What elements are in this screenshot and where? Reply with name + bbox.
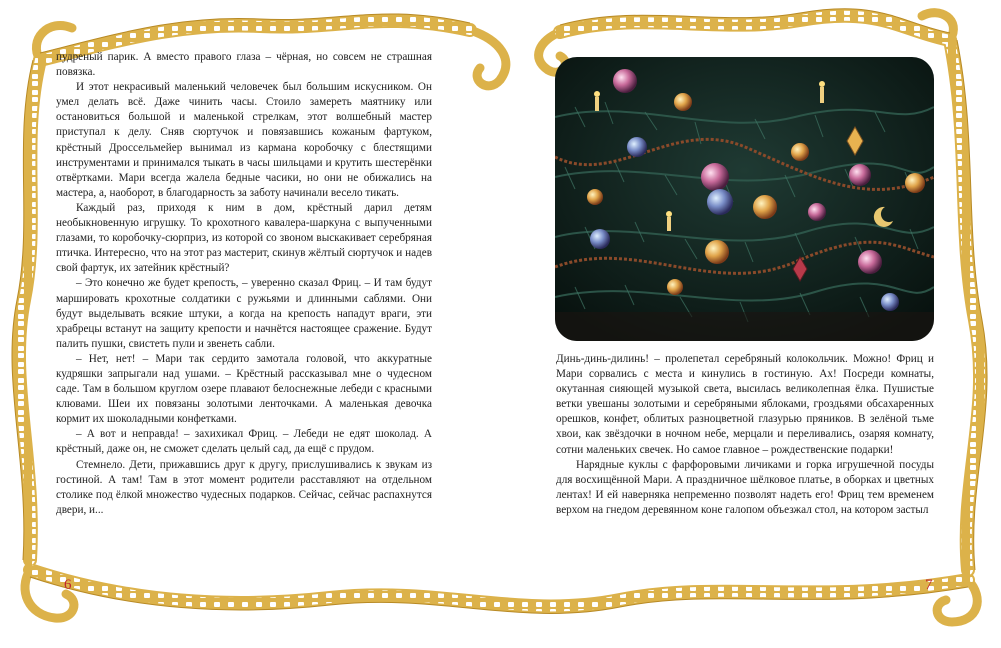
paragraph: – Это конечно же будет крепость, – уверенно сказал Фриц. – И там будут маршировать крохотные солдатики с ружьями и длинными саблями. Они будут выделывать всякие штуки, а когда на крепость нападут враги, эти храбрецы встанут на защиту крепости и начнётся настоящее сражение. Будут палить пушки, свистеть пули и звенеть сабли. xyxy=(56,277,432,350)
paragraph: Динь-динь-дилинь! – пролепетал серебряный колокольчик. Можно! Фриц и Мари сорвались с места и кинулись в гостиную. Ах! Посреди комнаты, окутанная сияющей музыкой света, высилась великолепная ёлка. Пушистые ветки увешаны золотыми и серебряными яблоками, гроздьями обсахаренных орешков, конфет, облитых разноцветной глазурью пряников. В зелёной тьме хвои, как звёздочки в ночном небе, мерцали и переливались, озаряя комнату, сотни маленьких свечек. Но самое главное – рождественские подарки! xyxy=(556,353,934,456)
paragraph: – Нет, нет! – Мари так сердито замотала головой, что аккуратные кудряшки запрыгали над ушами. – Крёстный рассказывал мне о чудесном саде. Там в большом круглом озере плавают белоснежные лебеди с красными клювами. Шеи их повязаны золотыми ленточками. А маленькая девочка кормит их шоколадными конфетками. xyxy=(56,352,432,426)
christmas-tree-illustration xyxy=(555,57,934,341)
paragraph: И этот некрасивый маленький человечек был большим искусником. Он умел делать всё. Даже чинить часы. Стоило замереть маятнику или остановиться большой и маленькой стрелкам, этот волшебный мастер приступал к делу. Сняв сюртучок и повязавшись кожаным фартуком, крёстный Дроссельмейер вынимал из кармана коробочку с блестящими инструментами и принимался тыкать в часы шильцами и крутить шестерёнки отвёртками. Мари всегда жалела бедные часики, но они не обижались на мастера, а, наоборот, в благодарность за заботу начинали весело тикать. xyxy=(56,81,432,199)
paragraph: – А вот и неправда! – захихикал Фриц. – Лебеди не едят шоколад. А крёстный, даже он, не сможет сделать целый сад, да ещё с прудом. xyxy=(56,428,432,456)
right-page-text xyxy=(556,352,934,518)
paragraph: Нарядные куклы с фарфоровыми личиками и горка игрушечной посуды для восхищённой Мари. А праздничное шёлковое платье, в оборках и цветных лентах! И ей наверняка непременно позволят надеть его! Фриц тем временем верхом на гнедом деревянном коне галопом объезжал стол, на котором застыл xyxy=(556,458,934,516)
page-number-left: 6 xyxy=(64,577,72,593)
page-number-right: 7 xyxy=(925,577,933,593)
paragraph: пудреный парик. А вместо правого глаза – чёрная, но совсем не страшная повязка. xyxy=(56,51,432,79)
paragraph: Каждый раз, приходя к ним в дом, крёстный дарил детям необыкновенную игрушку. То крохотного кавалера-шаркуна с выпученными глазами, то коробочку-сюрприз, из которой со звоном выскакивает серебряная птичка. Интересно, что на этот раз мастерит, скинув жёлтый сюртучок и надев свой фартук, их затейник крёстный? xyxy=(56,201,432,275)
paragraph: Стемнело. Дети, прижавшись друг к другу, прислушивались к звукам из гостиной. А там! Там в этот момент родители расставляют на отдельном столике под ёлкой множество чудесных подарков. Сейчас, сейчас распахнутся двери, и... xyxy=(56,458,432,516)
left-page-text xyxy=(56,50,432,518)
